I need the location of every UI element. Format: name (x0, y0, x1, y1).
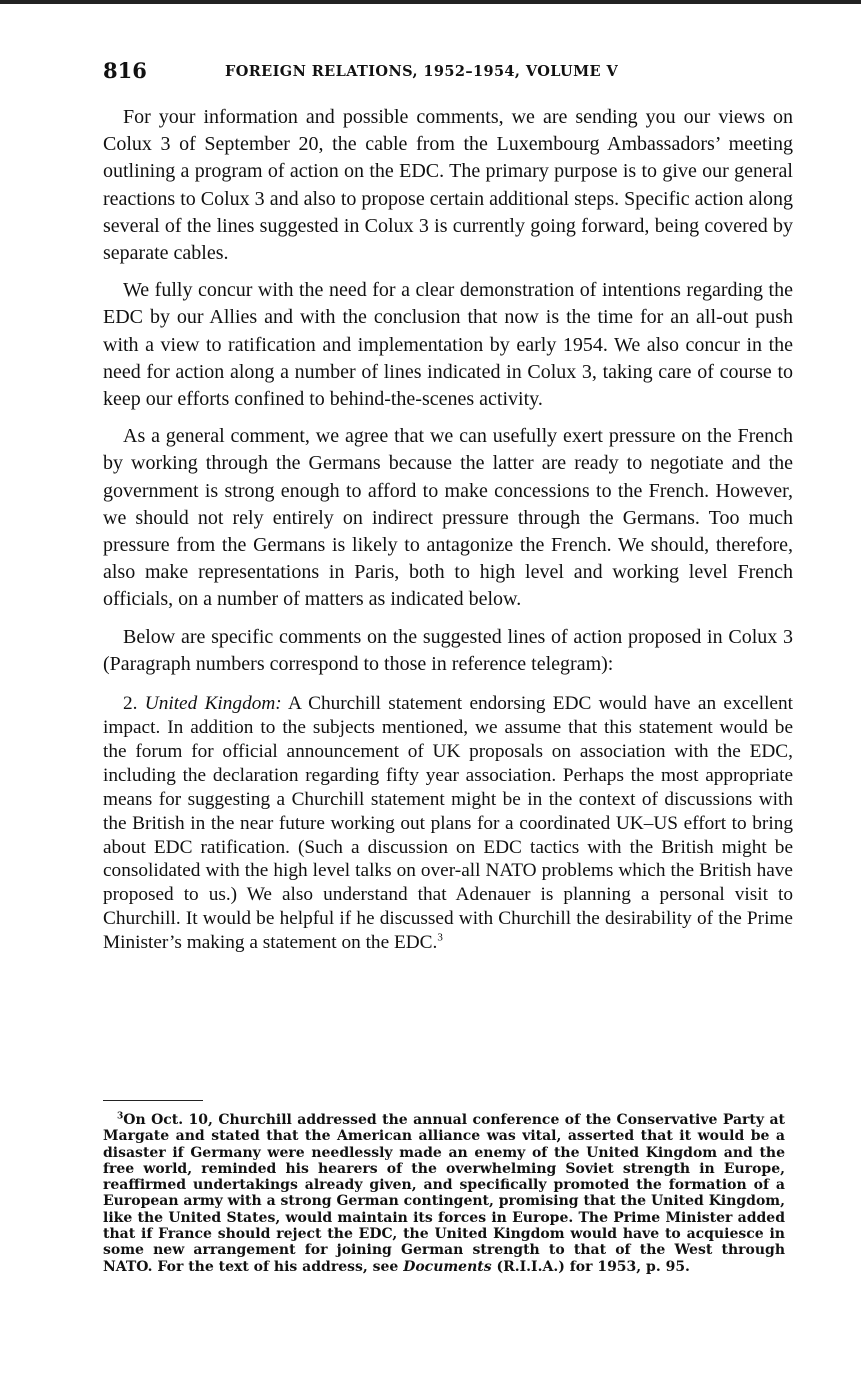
footnote-divider (103, 1100, 203, 1101)
item-number: 2. (123, 693, 138, 715)
footnote-text: On Oct. 10, Churchill addressed the annual conference of the Conservative Party at Margate and stated that the American alliance was vital, asserted that it would be a disaster if Germany were needlessly made an enemy of the United Kingdom and the free world, reminded his hearers of the overwhelming Soviet strength in Europe, reaffirmed undertakings already given, and specifically promoted the formation of a European army with a strong German contingent, promising that the United Kingdom, like the United States, would maintain its forces in Europe. The Prime Minister added that if France should reject the EDC, the United Kingdom would have to acquiesce in some new arrangement for joining German strength to that of the West through NATO. For the text of his address, see (103, 1112, 785, 1275)
footnote-reference: 3 (437, 931, 443, 944)
footnote-mark: 3 (117, 1111, 124, 1122)
running-title: FOREIGN RELATIONS, 1952–1954, VOLUME V (225, 63, 619, 80)
paragraph-4: Below are specific comments on the suggested lines of action proposed in Colux 3 (Paragraph numbers correspond to those in reference telegram): (103, 625, 793, 675)
footnote-source-title: Documents (403, 1258, 492, 1275)
item-heading: United Kingdom: (144, 693, 282, 715)
page-number: 816 (103, 58, 147, 83)
top-border (0, 0, 861, 4)
footnote (103, 1112, 785, 1275)
footnote-source-citation: (R.I.I.A.) for 1953, p. 95. (496, 1258, 690, 1275)
item-text: A Churchill statement endorsing EDC would have an excellent impact. In addition to the subjects mentioned, we assume that this statement would be the forum for official announcement of UK proposals on association with the EDC, including the declaration regarding fifty year association. Perhaps the most appropriate means for suggesting a Churchill statement might be in the context of discussions with the British in the near future working out plans for a coordinated UK–US effort to bring about EDC ratification. (Such a discussion on EDC tactics with the British might be consolidated with the high level talks on over-all NATO problems which the British have proposed to us.) We also understand that Adenauer is planning a personal visit to Churchill. It would be helpful if he discussed with Churchill the desirability of the Prime Minister’s making a statement on the EDC. (103, 693, 793, 954)
paragraph-2: We fully concur with the need for a clear demonstration of intentions regarding the EDC by our Allies and with the conclusion that now is the time for an all-out push with a view to ratification and implementation by early 1954. We also concur in the need for action along a number of lines indicated in Colux 3, taking care of course to keep our efforts confined to behind-the-scenes activity. (103, 279, 793, 411)
paragraph-3: As a general comment, we agree that we can usefully exert pressure on the French by working through the Germans because the latter are ready to negotiate and the government is strong enough to afford to make concessions to the French. However, we should not rely entirely on indirect pressure through the Germans. Too much pressure from the Germans is likely to antagonize the French. We should, therefore, also make representations in Paris, both to high level and working level French officials, on a number of matters as indicated below. (103, 425, 793, 611)
main-text (103, 104, 793, 965)
item-2-paragraph (103, 692, 793, 955)
paragraph-1: For your information and possible comments, we are sending you our views on Colux 3 of September 20, the cable from the Luxembourg Ambassadors’ meeting outlining a program of action on the EDC. The primary purpose is to give our general reactions to Colux 3 and also to propose certain additional steps. Specific action along several of the lines suggested in Colux 3 is currently going forward, being covered by separate cables. (103, 106, 793, 265)
page-header (103, 58, 803, 92)
